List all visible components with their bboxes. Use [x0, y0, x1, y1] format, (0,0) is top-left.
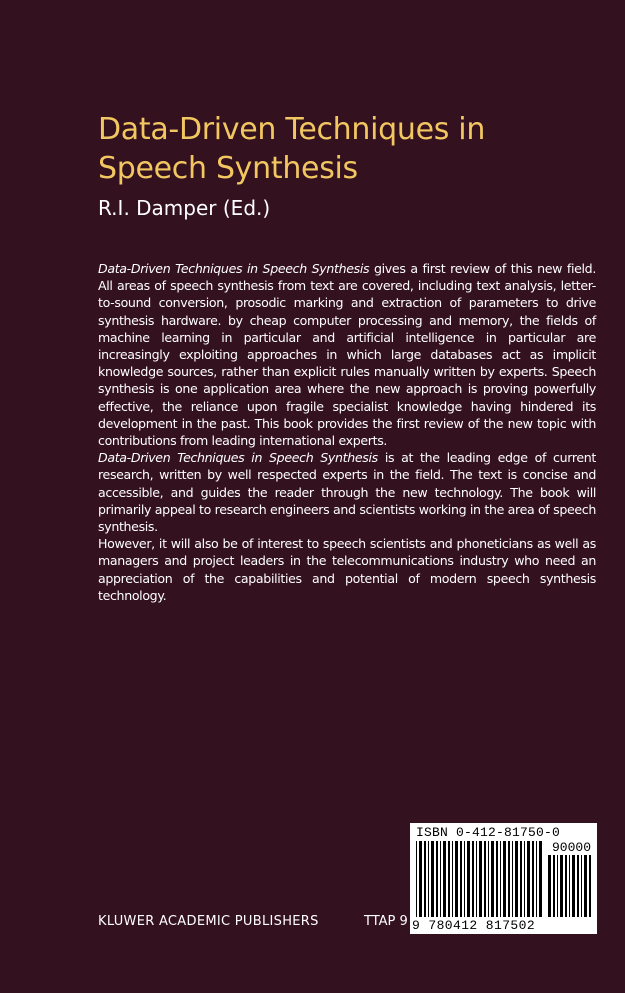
blurb-text-1: gives a first review of this new field. All areas of speech synthesis from text are covered, including text analysis, letter-to-sound conversion, prosodic marking and extraction of parameters to drive synthesis hardware. by cheap computer processing and memory, the fields of machine learning in particular and artificial intelligence in particular are increasingly exploiting approaches in which large databases act as implicit knowledge sources, rather than explicit rules manually written by experts. Speech synthesis is one application area where the new approach is proving powerfully effective, the reliance upon fragile specialist knowledge having hindered its development in the past. This book provides the first review of the new topic with contributions from leading international experts. [98, 261, 596, 449]
barcode-price-code: 90000 [551, 840, 591, 855]
isbn-barcode [410, 823, 597, 934]
blurb-paragraph-3: However, it will also be of interest to speech scientists and phoneticians as well as managers and project leaders in the telecommunications industry who need an appreciation of the capabilities and potential of modern speech synthesis technology. [98, 536, 596, 603]
barcode-addon-bars-icon [548, 855, 592, 917]
title-line-2: Speech Synthesis [98, 151, 358, 187]
book-title [98, 110, 538, 188]
blurb-text-2: is at the leading edge of current research, written by well respected experts in the field. The text is concise and accessible, and guides the reader through the new technology. The book will primarily appeal to research engineers and scientists working in the area of speech synthesis. [98, 450, 596, 535]
barcode-bars-icon [416, 841, 544, 917]
blurb-paragraph-1 [98, 260, 596, 449]
blurb-title-ref-2: Data-Driven Techniques in Speech Synthesis [98, 450, 378, 466]
barcode-digits: 9 780412 817502 [412, 918, 536, 933]
book-description [98, 260, 596, 604]
series-code: TTAP 9 [364, 914, 408, 929]
publisher-name: KLUWER ACADEMIC PUBLISHERS [98, 914, 319, 929]
editor-name: R.I. Damper (Ed.) [98, 196, 271, 220]
title-line-1: Data-Driven Techniques in [98, 112, 486, 148]
isbn-number: ISBN 0-412-81750-0 [416, 825, 561, 840]
blurb-title-ref-1: Data-Driven Techniques in Speech Synthesis [98, 261, 370, 276]
blurb-paragraph-2 [98, 449, 596, 535]
